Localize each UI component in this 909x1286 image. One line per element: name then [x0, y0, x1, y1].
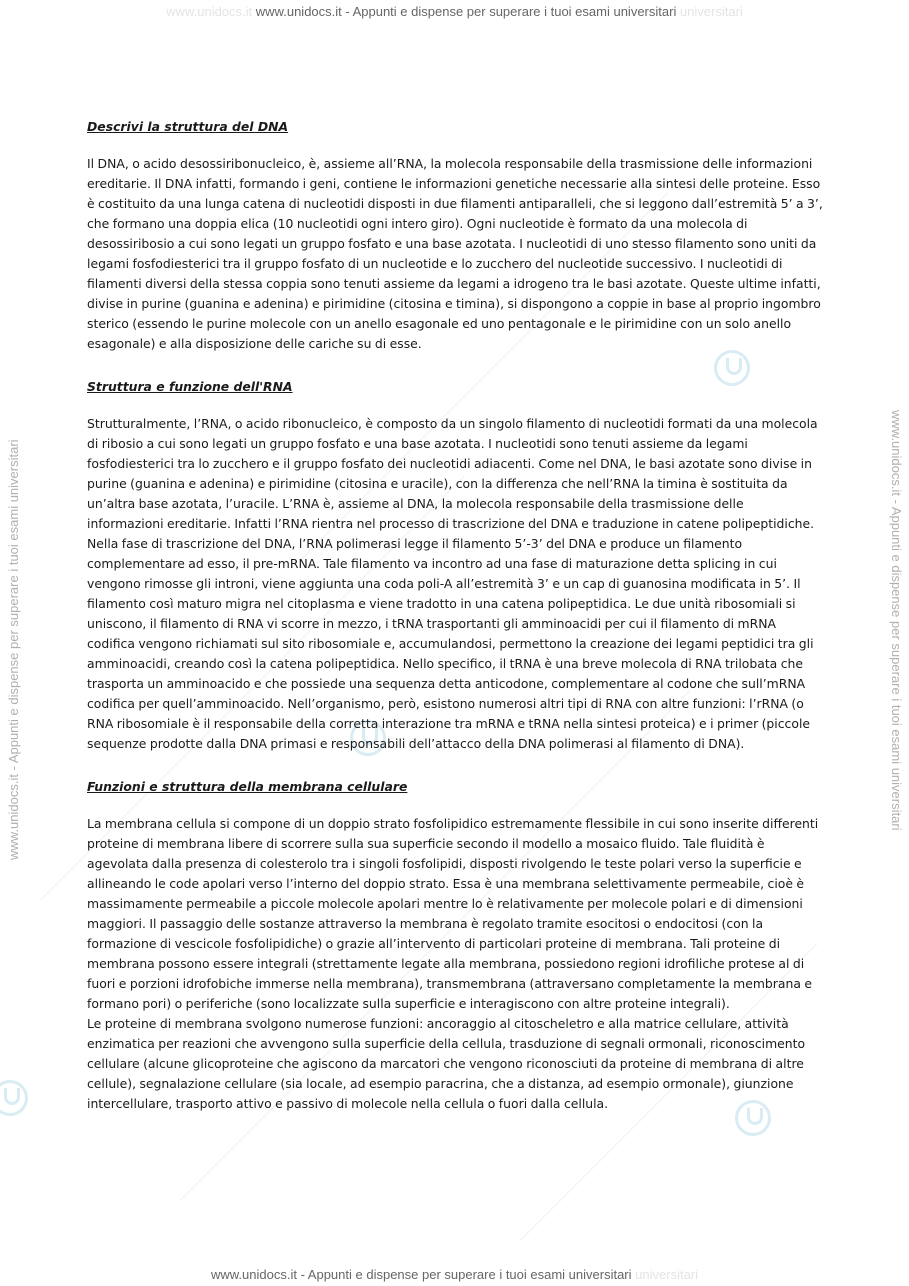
section-membrane [87, 777, 823, 1114]
watermark-header-text: www.unidocs.it - Appunti e dispense per superare i tuoi esami universitari [255, 4, 677, 19]
paragraph: La membrana cellula si compone di un doppio strato fosfolipidico estremamente flessibile in cui sono inserite differenti proteine di membrana libere di scorrere sulla sua superficie secondo il modello a mosaico fluido. Tale fluidità è agevolata dalla presenza di colesterolo tra i singoli fosfolipidi, disposti rivolgendo le teste polari verso la superficie e allineando le code apolari verso l’interno del doppio strato. Essa è una membrana selettivamente permeabile, cioè è massimamente permeabile a piccole molecole apolari mentre lo è relativamente per molecole polari e di dimensioni maggiori. Il passaggio delle sostanze attraverso la membrana è regolato tramite esocitosi o endocitosi (con la formazione di vescicole fosfolipidiche) o grazie all’intervento di particolari proteine di membrana. Tali proteine di membrana possono essere integrali (strettamente legate alla membrana, possiedono regioni idrofiliche protese al di fuori e porzioni idrofobiche immerse nella membrana), transmembrana (attraversano completamente la membrana e formano pori) o periferiche (sono localizzate sulla superficie e interagiscono con altre proteine integrali). [87, 816, 819, 1011]
watermark-side-left: www.unidocs.it - Appunti e dispense per superare i tuoi esami universitari [6, 439, 21, 860]
paragraph: Il DNA, o acido desossiribonucleico, è, assieme all’RNA, la molecola responsabile della trasmissione delle informazioni ereditarie. Il DNA infatti, formando i geni, contiene le informazioni genetiche necessarie alla sintesi delle proteine. Esso è costituito da una lunga catena di nucleotidi disposti in due filamenti antiparalleli, che si leggono dall’estremità 5’ a 3’, che formano una doppia elica (10 nucleotidi ogni intero giro). Ogni nucleotide è formato da una molecola di desossiribosio a cui sono legati un gruppo fosfato e una base azotata. I nucleotidi di uno stesso filamento sono uniti da legami fosfodiesterici tra il gruppo fosfato di un nucleotide e lo zucchero del nucleotide successivo. I nucleotidi di filamenti diversi della stessa coppia sono tenuti assieme da legami a idrogeno tra le basi azotate. Queste ultime infatti, divise in purine (guanina e adenina) e pirimidine (citosina e timina), si dispongono a coppie in base al proprio ingombro sterico (essendo le purine molecole con un anello esagonale ed uno pentagonale e le pirimidine con un solo anello esagonale) e alla disposizione delle cariche su di esse. [87, 156, 823, 351]
watermark-side-right: www.unidocs.it - Appunti e dispense per superare i tuoi esami universitari [889, 410, 904, 831]
watermark-header [0, 4, 909, 19]
section-dna [87, 117, 823, 354]
watermark-footer [0, 1267, 909, 1282]
document-body [87, 117, 823, 1137]
section-heading: Descrivi la struttura del DNA [87, 119, 289, 134]
section-heading: Struttura e funzione dell'RNA [87, 379, 293, 394]
watermark-header-ghost-right: universitari [679, 4, 743, 19]
paragraph: Strutturalmente, l’RNA, o acido ribonucleico, è composto da un singolo filamento di nucleotidi formati da una molecola di ribosio a cui sono legati un gruppo fosfato e una base azotata. I nucleotidi sono tenuti assieme da legami fosfodiesterici tra lo zucchero e il gruppo fosfato dei nucleotidi adiacenti. Come nel DNA, le basi azotate sono divise in purine (guanina e adenina) e pirimidine (citosina e uracile), con la differenza che nell’RNA la timina è sostituita da un’altra base azotata, l’uracile. L’RNA è, assieme al DNA, la molecola responsabile della trasmissione delle informazioni ereditarie. Infatti l’RNA rientra nel processo di trascrizione del DNA e traduzione in catene polipeptidiche. Nella fase di trascrizione del DNA, l’RNA polimerasi legge il filamento 5’-3’ del DNA e produce un filamento complementare ad esso, il pre-mRNA. Tale filamento va incontro ad una fase di maturazione detta splicing in cui vengono rimosse gli introni, viene aggiunta una coda poli-A all’estremità 3’ e un cap di guanosina modificata in 5’. Il filamento così maturo migra nel citoplasma e viene tradotto in una catena polipeptidica. Le due unità ribosomiali si uniscono, il filamento di RNA vi scorre in mezzo, i tRNA trasportanti gli amminoacidi per cui il filamento di mRNA codifica vengono richiamati sul sito ribosomiale e, accumulandosi, permettono la creazione dei legami peptidici tra gli amminoacidi, creando così la catena polipeptidica. Nello specifico, il tRNA è una breve molecola di RNA trilobata che trasporta un amminoacido e che possiede una sequenza detta anticodone, complementare al codone che sull’mRNA codifica per quell’amminoacido. Nell’organismo, però, esistono numerosi altri tipi di RNA con altre funzioni: l’rRNA (o RNA ribosomiale è il responsabile della corretta interazione tra mRNA e tRNA nella sintesi proteica) e i primer (piccole sequenze prodotte dalla DNA primasi e responsabili dell’attacco della DNA polimerasi al filamento di DNA). [87, 416, 818, 751]
watermark-header-ghost: www.unidocs.it [166, 4, 253, 19]
section-rna [87, 377, 823, 754]
watermark-logo-icon [0, 1080, 28, 1116]
section-heading: Funzioni e struttura della membrana cellulare [87, 779, 408, 794]
paragraph: Le proteine di membrana svolgono numerose funzioni: ancoraggio al citoscheletro e alla matrice cellulare, attività enzimatica per reazioni che avvengono sulla superficie della cellula, trasduzione di segnali ormonali, riconoscimento cellulare (alcune glicoproteine che agiscono da marcatori che vengono riconosciuti da proteine di membrana di altre cellule), segnalazione cellulare (sia locale, ad esempio paracrina, che a distanza, ad esempio ormonale), giunzione intercellulare, trasporto attivo e passivo di molecole nella cellula o fuori dalla cellula. [87, 1016, 806, 1111]
watermark-footer-text: www.unidocs.it - Appunti e dispense per superare i tuoi esami universitari [210, 1267, 632, 1282]
watermark-footer-ghost-right: universitari [635, 1267, 699, 1282]
